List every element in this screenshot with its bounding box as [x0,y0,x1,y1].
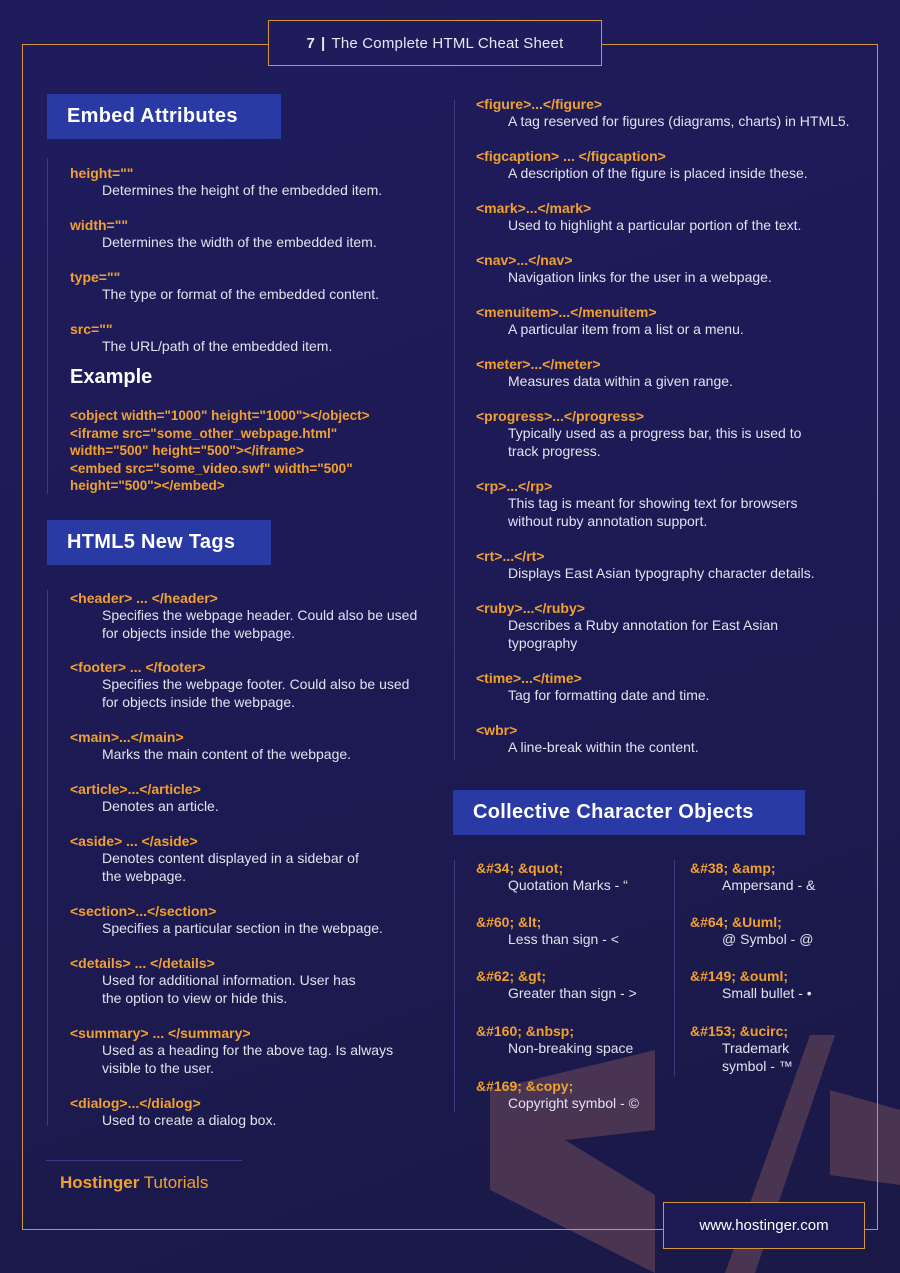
tag-entry [476,670,710,705]
tag-entry [476,96,850,131]
tag-entry [476,968,637,1003]
tag-entry [476,914,619,949]
tag-description: Less than sign - < [508,931,619,947]
tag-entry [690,968,812,1003]
tag-entry [70,729,351,764]
tag-description: A particular item from a list or a menu. [508,321,744,337]
tag-entry [70,321,332,356]
tag-description: Determines the width of the embedded item. [102,234,377,250]
tag-entry [70,590,417,642]
embed-divider-line [47,158,48,494]
tag-entry [476,304,744,339]
tag-entry [476,722,699,757]
tag-description: for objects inside the webpage. [102,624,296,641]
tag-name: <dialog>...</dialog> [70,1095,201,1111]
tag-description: the option to view or hide this. [102,989,288,1006]
page-number: 7 [306,34,316,52]
tag-description: symbol - ™ [722,1057,793,1074]
tag-name: <footer> ... </footer> [70,659,206,675]
tag-description: Tag for formatting date and time. [508,687,710,703]
tag-entry [476,200,801,235]
tag-entry [70,269,379,304]
example-code-line: <object width="1000" height="1000"></object> [70,408,370,423]
tag-description: visible to the user. [102,1059,215,1076]
footer-brand [60,1173,208,1193]
page-header [268,20,602,66]
footer-divider [46,1160,242,1161]
tag-entry [476,408,801,460]
tag-entry [476,356,733,391]
tag-name: <figure>...</figure> [476,96,603,112]
tag-description: typography [508,634,578,651]
tag-entry [476,548,815,583]
brand-suffix: Tutorials [139,1173,209,1192]
example-code-line: height="500"></embed> [70,478,225,493]
tag-description: for objects inside the webpage. [102,693,296,710]
tag-description: Greater than sign - > [508,985,637,1001]
tag-description: Denotes an article. [102,798,219,814]
tag-name: <summary> ... </summary> [70,1025,251,1041]
tag-description: Used to create a dialog box. [102,1112,277,1128]
tag-entry [476,860,628,895]
tag-description: Describes a Ruby annotation for East Asian [508,617,779,633]
collective-left-divider [454,860,455,1112]
tag-entry [70,1095,276,1130]
tag-entry [70,955,356,1007]
tag-description: Determines the height of the embedded item. [102,182,383,198]
tag-description: Displays East Asian typography character details. [508,565,815,581]
tag-name: &#34; &quot; [476,860,564,876]
tag-name: <mark>...</mark> [476,200,592,216]
tag-name: <article>...</article> [70,781,201,797]
tag-entry [476,600,778,652]
tag-description: A tag reserved for figures (diagrams, charts) in HTML5. [508,113,850,129]
tag-description: A line-break within the content. [508,739,699,755]
tag-description: Used as a heading for the above tag. Is always [102,1042,394,1058]
tag-name: height="" [70,165,134,181]
embed-attributes-heading: Embed Attributes [47,94,281,139]
tag-name: &#153; &ucirc; [690,1023,789,1039]
tag-name: &#38; &amp; [690,860,776,876]
tag-description: Denotes content displayed in a sidebar of [102,850,359,866]
tag-name: <figcaption> ... </figcaption> [476,148,666,164]
tag-name: &#149; &ouml; [690,968,789,984]
website-url[interactable]: www.hostinger.com [663,1202,865,1249]
tag-description: Typically used as a progress bar, this is used to [508,425,802,441]
header-separator: | [321,34,326,52]
tag-description: Used for additional information. User has [102,972,356,988]
tag-entry [70,903,383,938]
tag-entry [476,1078,639,1113]
tag-description: Specifies the webpage header. Could also be used [102,607,418,623]
html5-divider-line [47,590,48,1126]
collective-character-objects-heading: Collective Character Objects [453,790,805,835]
example-code-line: <iframe src="some_other_webpage.html" [70,425,338,441]
tag-name: <header> ... </header> [70,590,218,606]
tag-entry [70,659,409,711]
tag-description: Non-breaking space [508,1040,634,1056]
tag-name: <menuitem>...</menuitem> [476,304,657,320]
tag-name: &#62; &gt; [476,968,547,984]
tag-description: without ruby annotation support. [508,512,708,529]
tag-description: Ampersand - & [722,877,816,893]
tag-description: Used to highlight a particular portion of the text. [508,217,802,233]
tag-description: the webpage. [102,867,187,884]
tag-name: &#169; &copy; [476,1078,574,1094]
tag-description: @ Symbol - @ [722,931,814,947]
right-divider-line [454,100,455,760]
tag-entry [70,781,219,816]
tag-entry [476,478,797,530]
brand-name: Hostinger [60,1173,140,1192]
tag-entry [476,1023,633,1058]
tag-name: <rt>...</rt> [476,548,545,564]
tag-name: <rp>...</rp> [476,478,553,494]
example-heading: Example [70,366,153,388]
tag-name: <ruby>...</ruby> [476,600,585,616]
example-code-line: <embed src="some_video.swf" width="500" [70,460,353,476]
tag-description: The URL/path of the embedded item. [102,338,333,354]
tag-entry [690,860,815,895]
tag-description: track progress. [508,442,601,459]
tag-description: Marks the main content of the webpage. [102,746,352,762]
tag-description: Specifies the webpage footer. Could also be used [102,676,410,692]
tag-name: <main>...</main> [70,729,184,745]
tag-name: &#60; &lt; [476,914,542,930]
tag-description: Trademark [722,1040,790,1056]
tag-entry [70,217,377,252]
tag-name: <progress>...</progress> [476,408,645,424]
tag-entry [476,148,808,183]
tag-entry [70,1025,393,1077]
tag-name: <aside> ... </aside> [70,833,198,849]
tag-entry [70,165,382,200]
tag-entry [690,914,813,949]
tag-description: The type or format of the embedded content. [102,286,380,302]
tag-description: Navigation links for the user in a webpage. [508,269,772,285]
tag-description: This tag is meant for showing text for browsers [508,495,798,511]
tag-name: <meter>...</meter> [476,356,601,372]
document-title: The Complete HTML Cheat Sheet [331,34,564,52]
tag-name: <details> ... </details> [70,955,215,971]
tag-description: Measures data within a given range. [508,373,733,389]
tag-name: &#64; &Uuml; [690,914,782,930]
tag-entry [70,833,359,885]
tag-entry [690,1023,793,1075]
tag-name: src="" [70,321,113,337]
tag-name: type="" [70,269,121,285]
tag-description: Quotation Marks - “ [508,877,628,893]
tag-description: Small bullet - • [722,985,812,1001]
tag-description: A description of the figure is placed inside these. [508,165,808,181]
tag-description: Specifies a particular section in the webpage. [102,920,383,936]
tag-description: Copyright symbol - © [508,1095,639,1111]
tag-entry [476,252,772,287]
tag-name: <section>...</section> [70,903,217,919]
tag-name: <wbr> [476,722,518,738]
collective-right-divider [674,860,675,1076]
html5-new-tags-heading: HTML5 New Tags [47,520,271,565]
tag-name: width="" [70,217,128,233]
tag-name: <time>...</time> [476,670,582,686]
tag-name: <nav>...</nav> [476,252,573,268]
tag-name: &#160; &nbsp; [476,1023,575,1039]
example-code-line: width="500" height="500"></iframe> [70,443,304,458]
